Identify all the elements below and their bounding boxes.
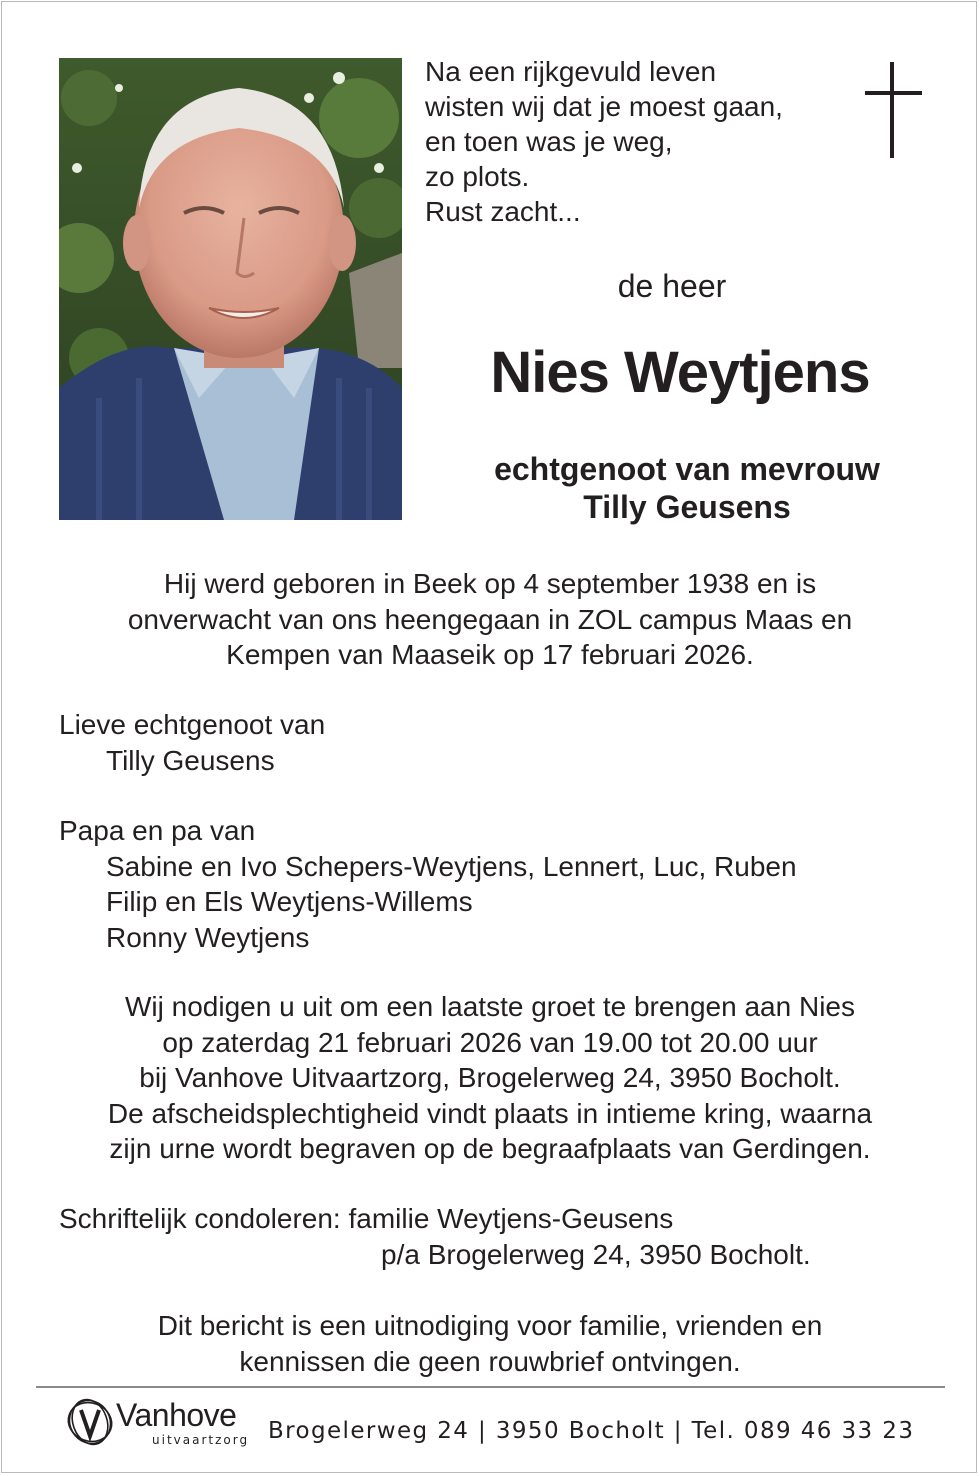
footer-divider xyxy=(36,1386,945,1388)
birth-line: onverwacht van ons heengegaan in ZOL campus Maas en xyxy=(127,603,853,635)
poem-line: en toen was je weg, xyxy=(425,126,673,157)
vanhove-logo-icon xyxy=(64,1396,116,1448)
notice-paragraph xyxy=(40,1308,940,1379)
poem-line: zo plots. xyxy=(425,161,530,192)
birth-line: Hij werd geboren in Beek op 4 september 1938 en is xyxy=(163,568,817,599)
birth-line: Kempen van Maaseik op 17 februari 2026. xyxy=(226,639,754,670)
invitation-line: bij Vanhove Uitvaartzorg, Brogelerweg 24, 3950 Bocholt. xyxy=(139,1062,841,1093)
birth-paragraph xyxy=(40,566,940,673)
children-line: Filip en Els Weytjens-Willems xyxy=(106,886,473,917)
children-heading: Papa en pa van xyxy=(59,815,256,846)
condolences-address: p/a Brogelerweg 24, 3950 Bocholt. xyxy=(381,1238,811,1270)
logo-subtitle: uitvaartzorg xyxy=(152,1433,250,1447)
condolences-line: Schriftelijk condoleren: familie Weytjens-Geusens xyxy=(59,1203,674,1234)
invitation-line: De afscheidsplechtigheid vindt plaats in intieme kring, waarna xyxy=(107,1097,873,1129)
honorific: de heer xyxy=(617,268,727,304)
poem-line: wisten wij dat je moest gaan, xyxy=(425,91,783,122)
portrait-photo xyxy=(59,58,402,520)
condolences-section xyxy=(59,1201,811,1272)
poem xyxy=(425,54,783,229)
invitation-line: Wij nodigen u uit om een laatste groet te brengen aan Nies xyxy=(124,991,855,1022)
footer-address: Brogelerweg 24 | 3950 Bocholt | Tel. 089 46 33 23 xyxy=(268,1418,915,1444)
children-section xyxy=(59,813,797,955)
spouse-section-heading: Lieve echtgenoot van xyxy=(59,709,326,740)
deceased-name: Nies Weytjens xyxy=(490,340,870,405)
notice-line: Dit bericht is een uitnodiging voor familie, vrienden en xyxy=(157,1310,823,1341)
children-line: Ronny Weytjens xyxy=(106,921,310,953)
children-line: Sabine en Ivo Schepers-Weytjens, Lennert, Luc, Ruben xyxy=(106,850,797,882)
poem-line: Rust zacht... xyxy=(425,196,581,227)
invitation-line: zijn urne wordt begraven op de begraafplaats van Gerdingen. xyxy=(109,1133,871,1164)
spouse-line: echtgenoot van mevrouw xyxy=(494,451,880,487)
logo-name: Vanhove xyxy=(116,1397,237,1433)
vanhove-logo xyxy=(64,1396,254,1451)
spouse-heading xyxy=(402,450,972,526)
poem-line: Na een rijkgevuld leven xyxy=(425,56,717,87)
spouse-section xyxy=(59,707,325,778)
notice-line: kennissen die geen rouwbrief ontvingen. xyxy=(239,1345,741,1377)
spouse-name: Tilly Geusens xyxy=(583,489,791,525)
spouse-section-name: Tilly Geusens xyxy=(106,744,275,776)
invitation-line: op zaterdag 21 februari 2026 van 19.00 tot 20.00 uur xyxy=(162,1026,818,1058)
cross-icon xyxy=(865,62,922,158)
invitation-paragraph xyxy=(40,989,940,1167)
